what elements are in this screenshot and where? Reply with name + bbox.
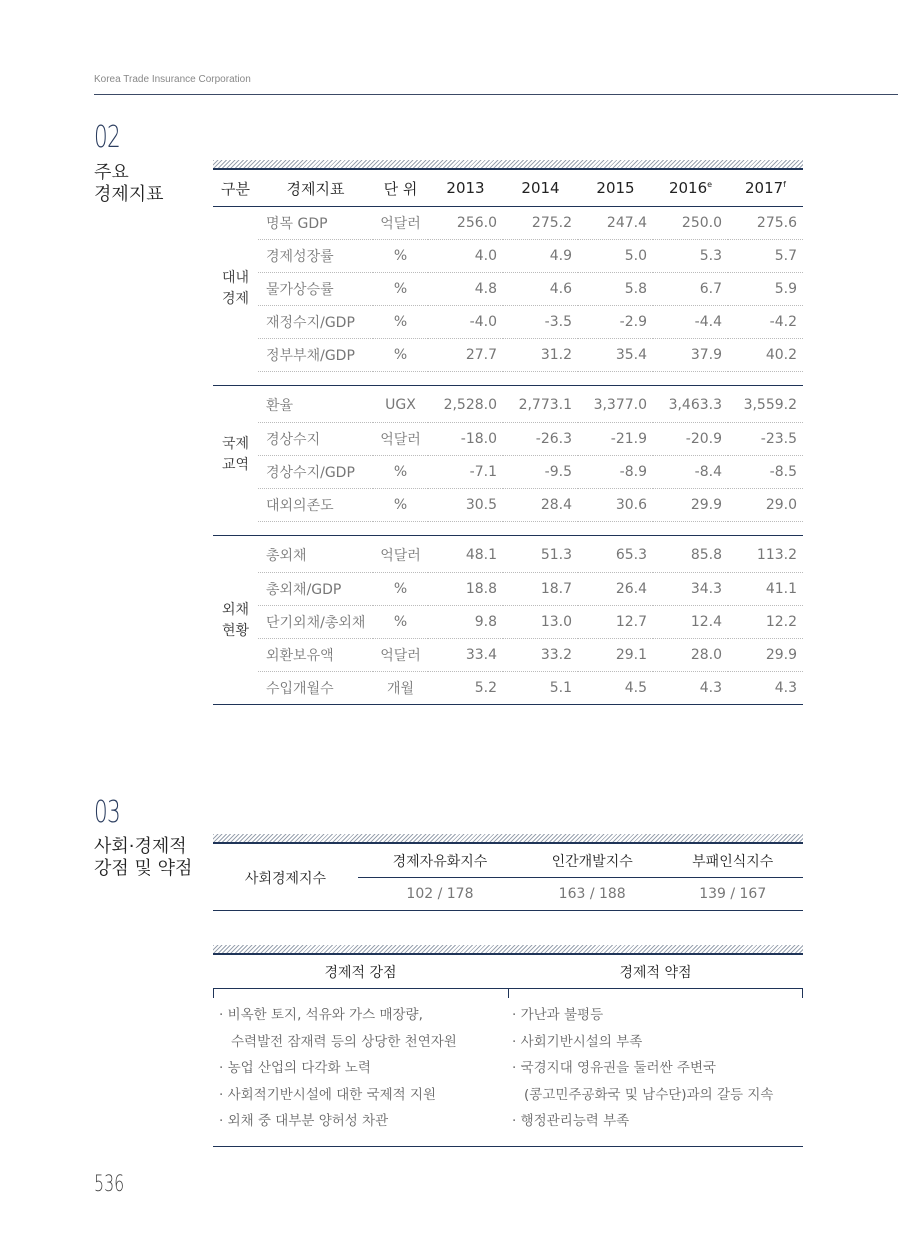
year-label: 2017 (744, 179, 784, 198)
indicator-value: 40.2 (728, 338, 803, 371)
table-row (213, 206, 803, 239)
indicator-value: 29.9 (728, 638, 803, 671)
indicator-value: 12.7 (578, 605, 653, 638)
indicator-name: 총외채/GDP (258, 572, 373, 605)
indicator-value: 29.0 (728, 488, 803, 521)
table-row (213, 638, 803, 671)
indicator-name: 환율 (258, 389, 373, 422)
indicator-value: 5.8 (578, 272, 653, 305)
indicator-value: 113.2 (728, 539, 803, 572)
indicator-name: 경제성장률 (258, 239, 373, 272)
socio-header-econ-freedom: 경제자유화지수 (358, 846, 522, 877)
header-divider (94, 94, 898, 95)
weakness-item: · 사회기반시설의 부족 (512, 1033, 643, 1050)
strength-item: · 비옥한 토지, 석유와 가스 매장량, (219, 1007, 423, 1023)
indicator-value: 34.3 (653, 572, 728, 605)
indicator-value: 12.2 (728, 605, 803, 638)
indicator-value: 4.3 (653, 671, 728, 704)
indicator-value: 3,559.2 (728, 389, 803, 422)
socio-header-corruption: 부패인식지수 (662, 846, 803, 877)
table-row (213, 488, 803, 521)
indicator-value: -8.9 (578, 455, 653, 488)
indicator-value: -9.5 (503, 455, 578, 488)
category-line: 외채 (221, 602, 250, 619)
indicator-unit: 억달러 (373, 422, 428, 455)
socio-hatch (213, 834, 803, 844)
section-3-title-line1: 사회·경제적 (94, 836, 187, 857)
separator-cell (213, 521, 803, 535)
indicator-name: 정부부채/GDP (258, 338, 373, 371)
forecast-mark: f (783, 180, 786, 190)
weakness-item: · 국경지대 영유권을 둘러싼 주변국 (512, 1060, 717, 1076)
indicator-value: -2.9 (578, 305, 653, 338)
col-header (653, 171, 728, 206)
table-row (213, 572, 803, 605)
year-label: 2016 (668, 179, 708, 198)
indicator-value: 2,528.0 (428, 389, 503, 422)
indicator-value: 5.1 (503, 671, 578, 704)
table-row (213, 422, 803, 455)
socio-value-corruption: 139 / 167 (662, 877, 803, 910)
section-3-title (94, 836, 192, 880)
indicator-value: -21.9 (578, 422, 653, 455)
indicator-value: 4.0 (428, 239, 503, 272)
table-row (213, 272, 803, 305)
indicator-value: 4.6 (503, 272, 578, 305)
category-cell (213, 206, 258, 371)
indicator-unit: 억달러 (373, 206, 428, 239)
sw-header (213, 957, 803, 989)
indicator-value: 33.4 (428, 638, 503, 671)
indicator-value: 3,377.0 (578, 389, 653, 422)
table-row (213, 671, 803, 704)
weaknesses-list (512, 1002, 773, 1135)
indicator-unit: % (373, 305, 428, 338)
section-2-title-line2: 경제지표 (94, 184, 164, 205)
section-2-number: 02 (94, 120, 121, 155)
indicator-name: 외환보유액 (258, 638, 373, 671)
indicator-value: 275.6 (728, 206, 803, 239)
indicator-value: 275.2 (503, 206, 578, 239)
indicator-unit: % (373, 455, 428, 488)
indicator-value: 256.0 (428, 206, 503, 239)
sw-body (213, 989, 803, 1147)
socio-index-table (213, 846, 803, 911)
indicator-value: 65.3 (578, 539, 653, 572)
indicator-value: 18.7 (503, 572, 578, 605)
indicator-name: 경상수지/GDP (258, 455, 373, 488)
col-header: 2015 (578, 171, 653, 206)
economic-indicators-table (213, 171, 803, 705)
indicator-name: 재정수지/GDP (258, 305, 373, 338)
socio-value-econ-freedom: 102 / 178 (358, 877, 522, 910)
table-body (213, 206, 803, 704)
indicator-value: 31.2 (503, 338, 578, 371)
table-header-hatch (213, 160, 803, 170)
table-row (213, 605, 803, 638)
section-3-title-line2: 강점 및 약점 (94, 858, 193, 879)
indicator-value: -4.2 (728, 305, 803, 338)
weakness-header: 경제적 약점 (619, 965, 692, 981)
col-header: 단 위 (373, 171, 428, 206)
estimate-mark: e (707, 180, 713, 190)
indicator-value: 5.9 (728, 272, 803, 305)
indicator-value: 41.1 (728, 572, 803, 605)
category-cell (213, 389, 258, 521)
section-3-number: 03 (94, 795, 121, 830)
indicator-unit: 억달러 (373, 638, 428, 671)
tick-right (802, 989, 803, 998)
indicator-value: 33.2 (503, 638, 578, 671)
indicator-name: 대외의존도 (258, 488, 373, 521)
separator-cell (213, 371, 803, 385)
indicator-name: 물가상승률 (258, 272, 373, 305)
socio-header-human-dev: 인간개발지수 (522, 846, 663, 877)
indicator-value: -23.5 (728, 422, 803, 455)
strength-item: 수력발전 잠재력 등의 상당한 천연자원 (231, 1033, 457, 1050)
table-row (213, 305, 803, 338)
indicator-value: 5.0 (578, 239, 653, 272)
section-2-title (94, 162, 164, 206)
weakness-item: · 행정관리능력 부족 (512, 1113, 630, 1129)
table-row (213, 239, 803, 272)
indicator-name: 단기외채/총외채 (258, 605, 373, 638)
indicator-value: 247.4 (578, 206, 653, 239)
indicator-unit: % (373, 239, 428, 272)
tick-left (213, 989, 214, 998)
indicator-value: -7.1 (428, 455, 503, 488)
indicator-unit: % (373, 572, 428, 605)
col-header: 경제지표 (258, 171, 373, 206)
col-header (728, 171, 803, 206)
col-header: 구분 (213, 171, 258, 206)
indicator-value: 85.8 (653, 539, 728, 572)
indicator-unit: % (373, 272, 428, 305)
indicator-value: 4.3 (728, 671, 803, 704)
indicator-value: 29.9 (653, 488, 728, 521)
indicator-value: 5.2 (428, 671, 503, 704)
strengths-list (219, 1002, 457, 1135)
indicator-value: -8.4 (653, 455, 728, 488)
indicator-name: 경상수지 (258, 422, 373, 455)
indicator-value: 35.4 (578, 338, 653, 371)
category-line: 경제 (221, 290, 250, 307)
indicator-value: 30.5 (428, 488, 503, 521)
strength-item: · 농업 산업의 다각화 노력 (219, 1060, 371, 1076)
indicator-name: 총외채 (258, 539, 373, 572)
indicator-value: -20.9 (653, 422, 728, 455)
category-line: 현황 (221, 623, 250, 640)
indicator-value: 4.8 (428, 272, 503, 305)
indicator-value: 2,773.1 (503, 389, 578, 422)
page-number: 536 (94, 1172, 125, 1197)
socio-value-human-dev: 163 / 188 (522, 877, 663, 910)
indicator-value: 37.9 (653, 338, 728, 371)
indicator-unit: % (373, 338, 428, 371)
indicator-value: 28.4 (503, 488, 578, 521)
col-header: 2013 (428, 171, 503, 206)
indicator-unit: % (373, 488, 428, 521)
table-row (213, 455, 803, 488)
indicator-value: 13.0 (503, 605, 578, 638)
indicator-value: 250.0 (653, 206, 728, 239)
table-row (213, 539, 803, 572)
sw-hatch (213, 945, 803, 955)
indicator-unit: UGX (373, 389, 428, 422)
indicator-unit: 개월 (373, 671, 428, 704)
group-separator (213, 521, 803, 535)
table-row (213, 338, 803, 371)
indicator-value: 12.4 (653, 605, 728, 638)
category-line: 국제 (221, 436, 250, 452)
indicator-name: 수입개월수 (258, 671, 373, 704)
category-cell (213, 539, 258, 704)
indicator-value: -26.3 (503, 422, 578, 455)
section-2-title-line1: 주요 (94, 162, 129, 183)
indicator-value: 26.4 (578, 572, 653, 605)
indicator-value: 3,463.3 (653, 389, 728, 422)
indicator-value: -18.0 (428, 422, 503, 455)
strength-item: · 외채 중 대부분 양허성 차관 (219, 1113, 389, 1129)
col-header: 2014 (503, 171, 578, 206)
socio-index-label: 사회경제지수 (213, 846, 358, 910)
tick-middle (508, 989, 509, 998)
indicator-value: -4.0 (428, 305, 503, 338)
indicator-value: -4.4 (653, 305, 728, 338)
indicator-value: 28.0 (653, 638, 728, 671)
strength-header: 경제적 강점 (324, 965, 397, 981)
indicator-unit: % (373, 605, 428, 638)
indicator-value: 5.7 (728, 239, 803, 272)
indicator-value: 51.3 (503, 539, 578, 572)
table-header-row (213, 171, 803, 206)
indicator-value: -3.5 (503, 305, 578, 338)
indicator-value: 4.9 (503, 239, 578, 272)
strength-item: · 사회적기반시설에 대한 국제적 지원 (219, 1086, 437, 1103)
group-separator (213, 371, 803, 385)
indicator-value: 9.8 (428, 605, 503, 638)
indicator-value: 27.7 (428, 338, 503, 371)
indicator-value: 29.1 (578, 638, 653, 671)
category-line: 대내 (221, 269, 250, 286)
header-org: Korea Trade Insurance Corporation (94, 74, 251, 85)
indicator-value: 48.1 (428, 539, 503, 572)
indicator-value: 6.7 (653, 272, 728, 305)
indicator-unit: 억달러 (373, 539, 428, 572)
weakness-item: (콩고민주공화국 및 남수단)과의 갈등 지속 (524, 1086, 774, 1103)
table-row (213, 389, 803, 422)
indicator-value: 5.3 (653, 239, 728, 272)
indicator-name: 명목 GDP (258, 206, 373, 239)
category-line: 교역 (221, 457, 250, 473)
indicator-value: 30.6 (578, 488, 653, 521)
indicator-value: -8.5 (728, 455, 803, 488)
indicator-value: 18.8 (428, 572, 503, 605)
weakness-item: · 가난과 불평등 (512, 1007, 604, 1023)
indicator-value: 4.5 (578, 671, 653, 704)
